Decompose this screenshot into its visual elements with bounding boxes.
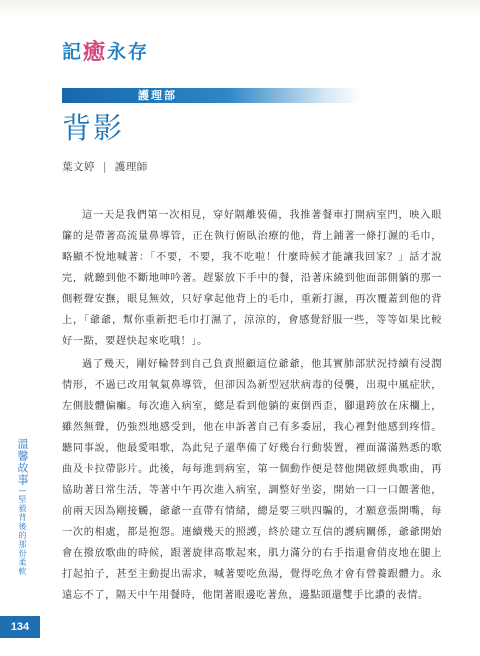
series-title-part2: 癒 (83, 38, 108, 65)
side-section-sub: 堅毅背後的那份柔軟 (18, 495, 27, 576)
series-title-part3: 永存 (107, 40, 150, 63)
side-section-main: 溫馨故事 (16, 438, 29, 486)
page-number-box (0, 616, 40, 638)
series-title-part1: 記 (62, 40, 84, 63)
article-title: 背影 (62, 111, 125, 145)
side-section-dash: — (18, 486, 27, 495)
department-label: 護理部 (138, 89, 177, 102)
author-separator: | (102, 161, 107, 173)
author-name: 葉文婷 (62, 161, 95, 173)
series-title (62, 36, 149, 64)
paragraph: 過了幾天，剛好輪替到自己負責照顧這位爺爺，他其實肺部狀況持續有浸潤情形，不過已改用氧氣鼻導管，但卻因為新型冠狀病毒的侵襲，出現中風症狀，左側肢體偏癱。每次進入病室，總是看到他躺的東倒西歪，腳還跨放在床欄上，雖然無聲，仍強烈地感受到，他在申訴著自己有多委屈，我心裡對他感到疼惜。聽同事說，他最愛唱歌，為此兒子還準備了好幾台行動裝置，裡面滿滿熟悉的歌曲及卡拉帶影片。此後，每每進到病室，第一個動作便是替他開啟經典歌曲，再協助著日常生活，等著中午再次進入病室，調整好坐姿，開始一口一口餵著他，前兩天因為剛接觸，爺爺一直帶有情緒，總是要三哄四騙的，才願意張開嘴，每一次的相處，都是抱怨。連續幾天的照護，終於建立互信的護病關係，爺爺開始會在撥放歌曲的時候，跟著旋律高歌起來，肌力滿分的右手指還會俏皮地在腿上打起拍子，甚至主動提出需求，喊著要吃魚湯，覺得吃魚才會有營養跟體力。永遠忘不了，隔天中午用餐時，他閉著眼邊吃著魚，邊點頭還雙手比讚的表情。 (62, 359, 442, 601)
paragraph: 這一天是我們第一次相見，穿好隔離裝備，我推著餐車打開病室門，映入眼簾的是帶著高流量鼻導管，正在執行俯臥治療的他，背上鋪著一條打濕的毛巾，略顯不悅地喊著：「不要，不要，我不吃啦！什麼時候才能讓我回家？」話才說完，就聽到他不斷地呻吟著。趕緊放下手中的餐，沿著床繞到他面部側躺的那一側輕聲安撫，眼見無效，只好拿起他背上的毛巾，重新打濕，再次覆蓋到他的背上，「爺爺，幫你重新把毛巾打濕了，涼涼的，會感覺舒服一些，等等如果比較好一點，要趕快起來吃哦！」。 (62, 210, 442, 347)
author-role: 護理師 (114, 161, 148, 173)
author-line (62, 159, 148, 174)
top-band (0, 0, 480, 18)
article-body (62, 205, 442, 608)
side-section-label (14, 438, 30, 576)
department-bar (62, 88, 362, 103)
page-number: 134 (10, 621, 30, 633)
